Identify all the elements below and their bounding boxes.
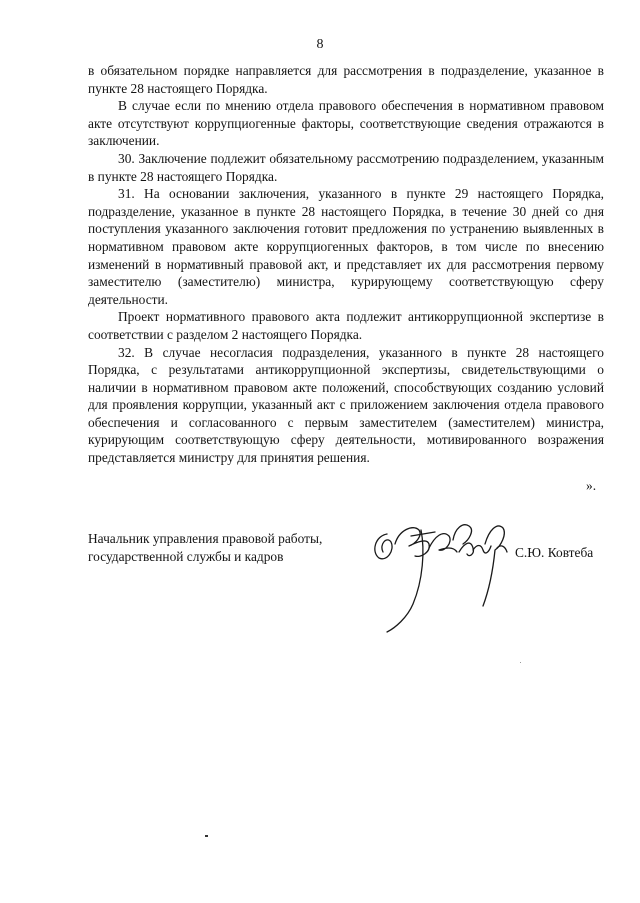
signer-title-line: Начальник управления правовой работы, [88, 531, 323, 546]
paragraph: 32. В случае несогласия подразделения, указанного в пункте 28 настоящего Порядка, с результатами антикоррупционной экспертизы, свидетельствующими о наличии в нормативном правовом акте положений, способствующих созданию условий для проявления коррупции, указанный акт с приложением заключения отдела правового обеспечения и согласованного с первым заместителем (заместителем) министра, курирующим соответствующую сферу деятельности, мотивированного возражения представляется министру для принятия решения. [88, 344, 604, 466]
paragraph: 30. Заключение подлежит обязательному рассмотрению подразделением, указанным в пункте 28 настоящего Порядка. [88, 150, 604, 184]
scan-speck [520, 662, 521, 663]
document-body [88, 62, 604, 467]
paragraph: 31. На основании заключения, указанного в пункте 29 настоящего Порядка, подразделение, указанное в пункте 28 настоящего Порядка, в течение 30 дней со дня поступления указанного заключения готовит предложения по устранению выявленных в нормативном правовом акте коррупциогенных факторов, в том числе по внесению изменений в нормативный правовой акт, и представляет их для рассмотрения первому заместителю (заместителю) министра, курирующему соответствующую сферу деятельности. [88, 186, 604, 307]
paragraph: в обязательном порядке направляется для рассмотрения в подразделение, указанное в пункте 28 настоящего Порядка. [88, 63, 604, 96]
signer-title [88, 530, 322, 565]
scan-speck [205, 835, 208, 837]
closing-quote: ». [586, 478, 597, 493]
page-number: 8 [316, 37, 324, 52]
signer-name: С.Ю. Ковтеба [515, 545, 594, 560]
signer-title-line: государственной службы и кадров [88, 548, 284, 564]
handwritten-signature [365, 500, 515, 640]
paragraph: В случае если по мнению отдела правового обеспечения в нормативном правовом акте отсутствуют коррупциогенные факторы, соответствующие сведения отражаются в заключении. [88, 98, 604, 149]
paragraph: Проект нормативного правового акта подлежит антикоррупционной экспертизе в соответствии с разделом 2 настоящего Порядка. [88, 309, 604, 342]
